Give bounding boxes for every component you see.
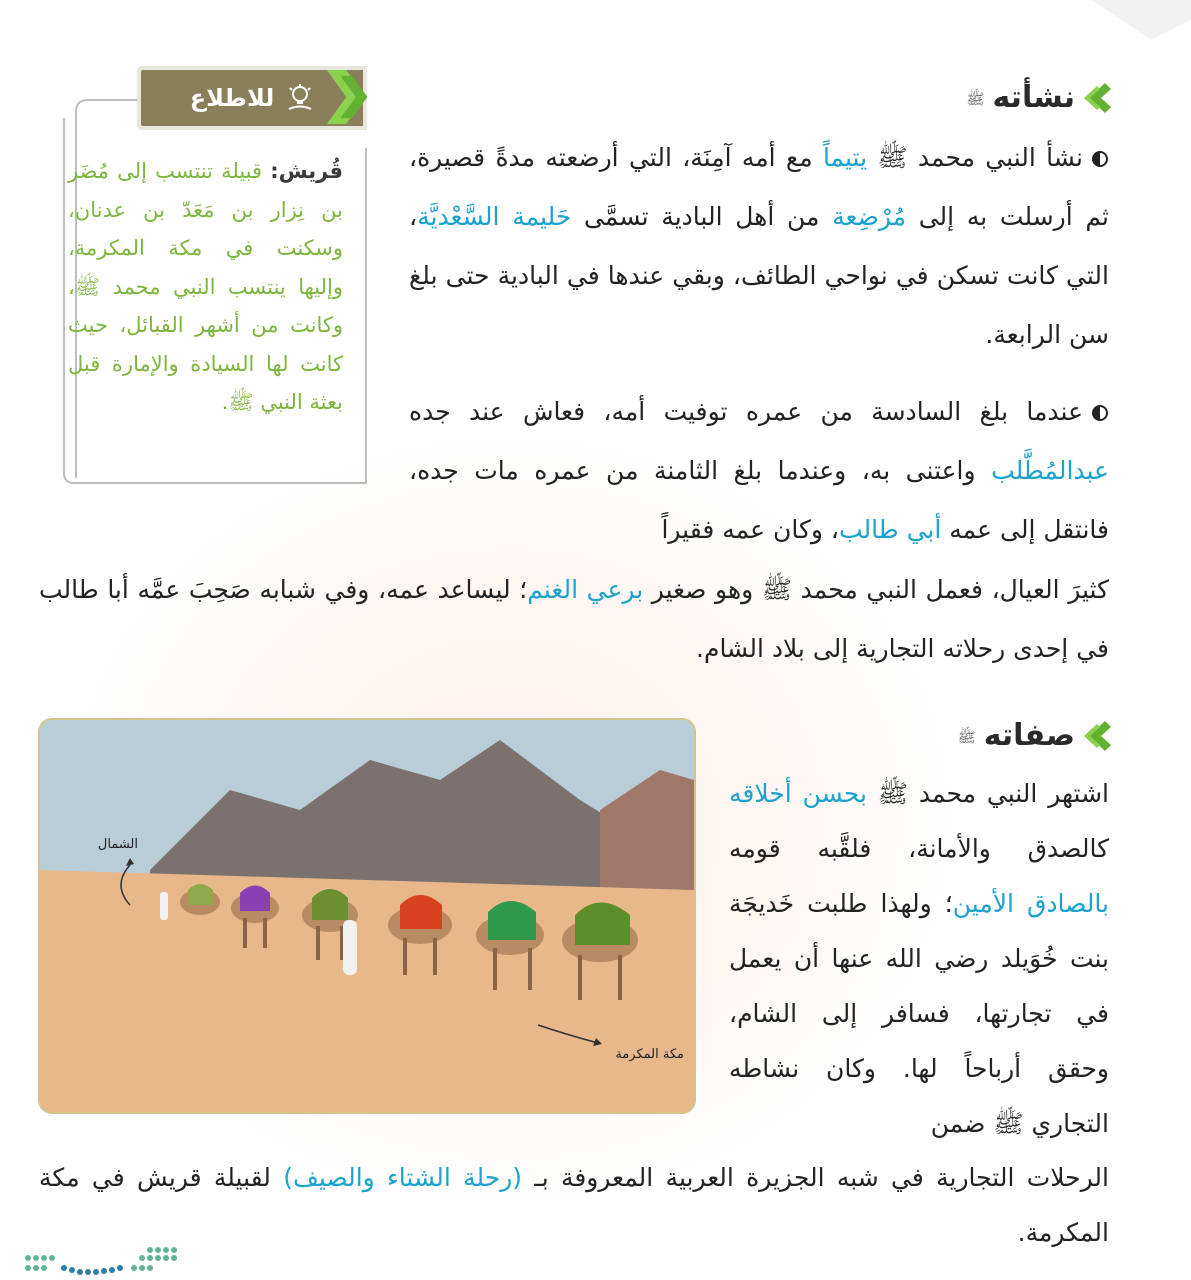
ministry-logo-dots [20,1244,190,1280]
paragraph-qualities-column [729,766,1109,1151]
chevron-icon [1083,81,1111,115]
highlighted-term: بالصادق الأمين [952,889,1109,918]
text-run: ، وكان عمه فقيراً [661,515,839,544]
text-run: واعتنى به، وعندما بلغ الثامنة من عمره مات جده، فانتقل إلى عمه [409,456,1109,544]
caravan-illustration [38,718,696,1114]
text-run: الرحلات التجارية في شبه الجزيرة العربية المعروفة بـ [522,1163,1109,1192]
sidebar-definition: قبيلة تنتسب إلى مُضَر بن نِزار بن مَعَدّ بن عدنان، وسكنت في مكة المكرمة، وإليها ينتسب النبي محمد ﷺ، وكانت من أشهر القبائل، حيث كانت لها السيادة والإمارة قبل بعثة النبي ﷺ. [68,159,343,414]
caravan-scene [40,720,694,1112]
highlighted-term: حَليمة السَّعْديَّة [417,202,572,231]
label-north: الشمال [97,837,138,852]
section-title: صفاته [983,718,1075,753]
text-run: نشأ النبي محمد ﷺ [867,143,1083,172]
text-run: كالصدق والأمانة، فلقَّبه قومه [729,834,1109,863]
half-circle-bullet-icon [1091,404,1109,422]
highlighted-term: أبي طالب [838,515,942,544]
sidebar-tab-label: للاطلاع [189,84,275,112]
highlighted-term: يتيماً [822,143,868,172]
highlighted-term: (رحلة الشتاء والصيف) [283,1163,523,1192]
text-run: ، التي كانت تسكن في نواحي الطائف، وبقي عندها في البادية حتى بلغ سن الرابعة. [409,202,1109,349]
text-run: ؛ ليساعد عمه، وفي شبابه صَحِبَ عمَّه أبا طالب في إحدى رحلاته التجارية إلى بلاد الشام. [39,575,1109,663]
paragraph-qualities-full [39,1150,1109,1260]
honorific-glyph: ﷺ [957,727,976,746]
text-run: ؛ ولهذا طلبت خَديجَة بنت خُوَيلد رضي الله عنها أن يعمل في تجارتها، فسافر إلى الشام، وحقق أرباحاً لها. وكان نشاطه التجاري ﷺ ضمن [729,889,1109,1138]
label-makkah: مكة المكرمة [615,1047,684,1062]
paragraph-upbringing-2 [409,382,1109,559]
text-run: مع أمه آمِنَة، التي أرضعته مدةً قصيرة، ثم أرسلت به إلى [409,143,1109,231]
paragraph-upbringing-continuation [39,560,1109,678]
paragraph-upbringing-1 [409,128,1109,364]
section-heading-upbringing [966,80,1111,115]
text-run: لقبيلة قريش في مكة المكرمة. [39,1163,1109,1247]
lightbulb-book-icon [286,83,314,113]
section-heading-qualities [958,718,1111,753]
highlighted-term: عبدالمُطَّلب [991,456,1109,485]
section-title: نشأته [992,80,1075,115]
text-run: كثيرَ العيال، فعمل النبي محمد ﷺ وهو صغير [643,575,1110,604]
chevron-icon [1083,719,1111,753]
honorific-glyph: ﷺ [966,89,985,108]
double-chevron-icon [326,70,376,124]
sidebar-term: قُريش: [270,159,343,183]
highlighted-term: مُرْضِعة [832,202,907,231]
half-circle-bullet-icon [1091,150,1109,168]
sidebar-note-text [68,152,343,422]
page-corner-decoration [1051,0,1191,40]
text-run: اشتهر النبي محمد ﷺ [866,779,1109,808]
highlighted-term: برعي الغنم [527,575,644,604]
text-run: من أهل البادية تسمَّى [571,202,833,231]
text-run: عندما بلغ السادسة من عمره توفيت أمه، فعاش عند جده [409,397,1083,426]
highlighted-term: بحسن أخلاقه [729,779,867,808]
